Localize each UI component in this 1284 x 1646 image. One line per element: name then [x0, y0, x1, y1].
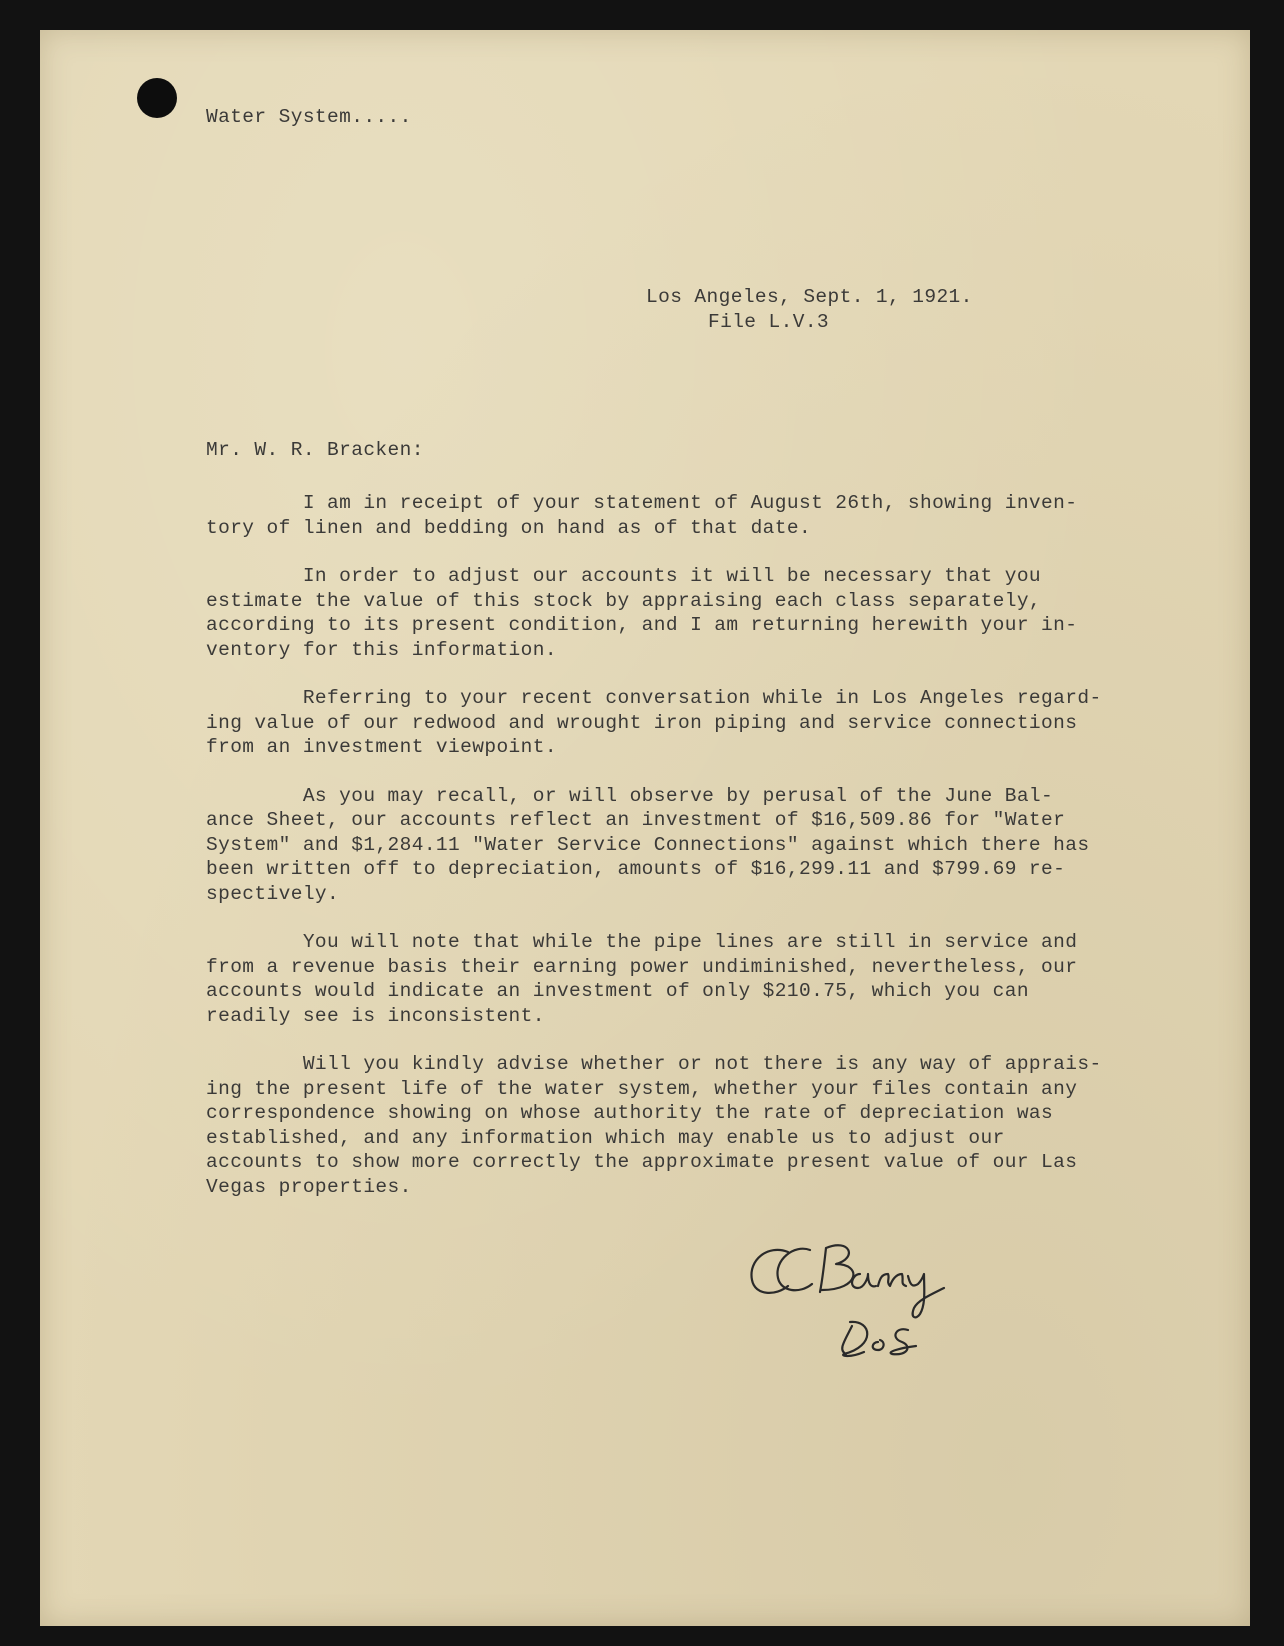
paragraph-line: ing the present life of the water system, whether your files contain any: [206, 1077, 1078, 1100]
paragraph-line: readily see is inconsistent.: [206, 1004, 545, 1027]
paragraph-line: been written off to depreciation, amounts of $16,299.11 and $799.69 re-: [206, 858, 1066, 880]
paragraph-line: accounts would indicate an investment of only $210.75, which you can: [206, 980, 1029, 1002]
paragraph-line: Vegas properties.: [206, 1175, 412, 1198]
paragraph-line: Referring to your recent conversation while in Los Angeles regard-: [206, 687, 1102, 709]
paragraph-line: In order to adjust our accounts it will be necessary that you: [206, 565, 1042, 587]
letter-page: [40, 30, 1250, 1626]
handwritten-signature: [740, 1230, 1020, 1380]
paragraph-line: ventory for this information.: [206, 638, 557, 661]
paragraph-line: ance Sheet, our accounts reflect an investment of $16,509.86 for "Water: [206, 809, 1066, 831]
paragraph-line: from an investment viewpoint.: [206, 736, 557, 758]
paragraph-line: according to its present condition, and I am returning herewith your in-: [206, 614, 1078, 636]
paragraph-line: I am in receipt of your statement of August 26th, showing inven-: [206, 492, 1078, 514]
paragraph-line: You will note that while the pipe lines are still in service and: [206, 931, 1078, 953]
paragraph-line: ing value of our redwood and wrought iron piping and service connections: [206, 711, 1078, 734]
header-note: Water System.....: [206, 106, 412, 128]
punch-hole: [137, 78, 177, 118]
file-reference: File L.V.3: [708, 311, 830, 333]
paragraph-line: As you may recall, or will observe by perusal of the June Bal-: [206, 784, 1054, 807]
paragraph-line: spectively.: [206, 882, 340, 905]
dateline: Los Angeles, Sept. 1, 1921.: [646, 286, 973, 308]
paragraph-line: accounts to show more correctly the approximate present value of our Las: [206, 1151, 1078, 1173]
paragraph-line: Will you kindly advise whether or not there is any way of apprais-: [206, 1053, 1102, 1075]
salutation: Mr. W. R. Bracken:: [206, 439, 424, 461]
paragraph-line: System" and $1,284.11 "Water Service Connections" against which there has: [206, 833, 1090, 856]
paragraph-line: correspondence showing on whose authority the rate of depreciation was: [206, 1102, 1054, 1124]
paragraph-line: tory of linen and bedding on hand as of that date.: [206, 516, 812, 539]
paragraph-line: from a revenue basis their earning power undiminished, nevertheless, our: [206, 955, 1078, 978]
paragraph-line: established, and any information which may enable us to adjust our: [206, 1126, 1005, 1149]
paragraph-line: estimate the value of this stock by appraising each class separately,: [206, 589, 1042, 612]
